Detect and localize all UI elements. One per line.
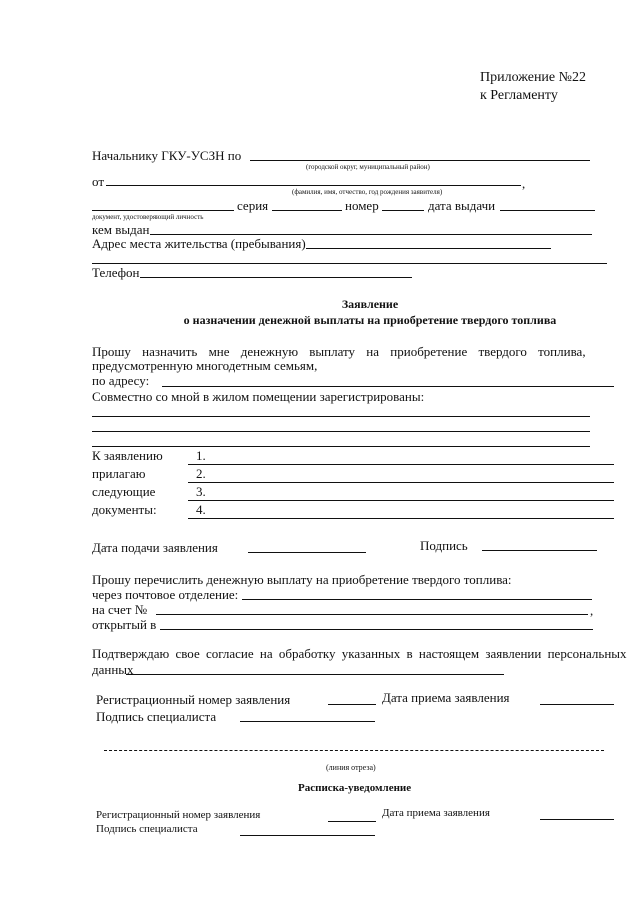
series-label: серия	[237, 198, 269, 213]
document-title: Заявление	[341, 297, 399, 311]
reg-number-field[interactable]	[328, 704, 376, 705]
phone-field[interactable]	[140, 277, 412, 278]
attachments-label-1: К заявлению	[92, 448, 163, 463]
residence-address-label: Адрес места жительства (пребывания)	[92, 236, 306, 251]
payment-text: Прошу перечислить денежную выплату на приобретение твердого топлива:	[92, 572, 512, 587]
number-field[interactable]	[382, 210, 424, 211]
phone-label: Телефон	[92, 265, 140, 280]
specialist-signature-field[interactable]	[240, 721, 375, 722]
attachments-label-3: следующие	[92, 484, 156, 499]
bank-field[interactable]	[160, 629, 593, 630]
id-document-field[interactable]	[92, 210, 234, 211]
consent-text-line1: Подтверждаю свое согласие на обработку указанных в настоящем заявлении персональных	[92, 646, 627, 661]
head-label: Начальнику ГКУ-УСЗН по	[92, 148, 242, 163]
series-field[interactable]	[272, 210, 342, 211]
receipt-date-received-field[interactable]	[540, 819, 614, 820]
issued-by-label: кем выдан	[92, 222, 150, 237]
attachment-item-2-field[interactable]	[188, 482, 614, 483]
receipt-date-label: Дата приема заявления	[382, 690, 510, 705]
appendix-number: Приложение №22	[480, 70, 586, 85]
attachments-label-4: документы:	[92, 502, 157, 517]
number-label: номер	[345, 198, 379, 213]
request-address-field[interactable]	[162, 386, 614, 387]
registered-persons-field-2[interactable]	[92, 431, 590, 432]
request-address-label: по адресу:	[92, 373, 150, 388]
attachment-item-4-field[interactable]	[188, 518, 614, 519]
issue-date-label: дата выдачи	[428, 198, 496, 213]
residence-address-field-2[interactable]	[92, 263, 607, 264]
issue-date-field[interactable]	[500, 210, 595, 211]
attachment-item-4-number: 4.	[196, 502, 206, 517]
request-text-line2: предусмотренную многодетным семьям,	[92, 358, 318, 373]
submission-date-field[interactable]	[248, 552, 366, 553]
reg-number-label: Регистрационный номер заявления	[96, 692, 291, 707]
account-label: на счет №	[92, 602, 148, 617]
document-subtitle: о назначении денежной выплаты на приобретение твердого топлива	[183, 313, 557, 327]
registered-persons-field-1[interactable]	[92, 416, 590, 417]
receipt-date-field[interactable]	[540, 704, 614, 705]
from-comma: ,	[522, 176, 526, 191]
consent-text-line2: данных	[92, 662, 134, 677]
applicant-name-field[interactable]	[106, 185, 521, 186]
request-text-line1: Прошу назначить мне денежную выплату на приобретение твердого топлива,	[92, 344, 586, 359]
district-hint: (городской округ, муниципальный район)	[306, 163, 430, 171]
attachment-item-1-field[interactable]	[188, 464, 614, 465]
submission-date-label: Дата подачи заявления	[92, 540, 218, 555]
attachment-item-3-field[interactable]	[188, 500, 614, 501]
attachment-item-1-number: 1.	[196, 448, 206, 463]
account-number-field[interactable]	[156, 614, 588, 615]
specialist-signature-label: Подпись специалиста	[96, 709, 217, 724]
account-comma: ,	[590, 603, 594, 618]
receipt-specialist-field[interactable]	[240, 835, 375, 836]
cut-line-label: (линия отреза)	[326, 763, 376, 772]
bank-label: открытый в	[92, 617, 157, 632]
registered-persons-field-3[interactable]	[92, 446, 590, 447]
applicant-hint: (фамилия, имя, отчество, год рождения заявителя)	[292, 188, 443, 196]
signature-field[interactable]	[482, 550, 597, 551]
registered-persons-label: Совместно со мной в жилом помещении зарегистрированы:	[92, 389, 425, 404]
from-label: от	[92, 174, 105, 189]
receipt-reg-number-field[interactable]	[328, 821, 376, 822]
receipt-reg-number-label: Регистрационный номер заявления	[96, 809, 261, 821]
receipt-title: Расписка-уведомление	[298, 782, 412, 794]
receipt-date-received-label: Дата приема заявления	[382, 807, 490, 819]
residence-address-field[interactable]	[306, 248, 551, 249]
consent-signature-field[interactable]	[126, 674, 504, 675]
attachments-label-2: прилагаю	[92, 466, 146, 481]
post-office-label: через почтовое отделение:	[92, 587, 239, 602]
attachment-item-3-number: 3.	[196, 484, 206, 499]
district-field[interactable]	[250, 160, 590, 161]
post-office-field[interactable]	[242, 599, 592, 600]
issued-by-field[interactable]	[150, 234, 592, 235]
receipt-specialist-label: Подпись специалиста	[96, 823, 198, 835]
cut-line	[104, 750, 604, 751]
regulation-reference: к Регламенту	[480, 88, 558, 103]
id-document-hint: документ, удостоверяющий личность	[92, 213, 204, 221]
signature-label: Подпись	[420, 538, 468, 553]
attachment-item-2-number: 2.	[196, 466, 206, 481]
